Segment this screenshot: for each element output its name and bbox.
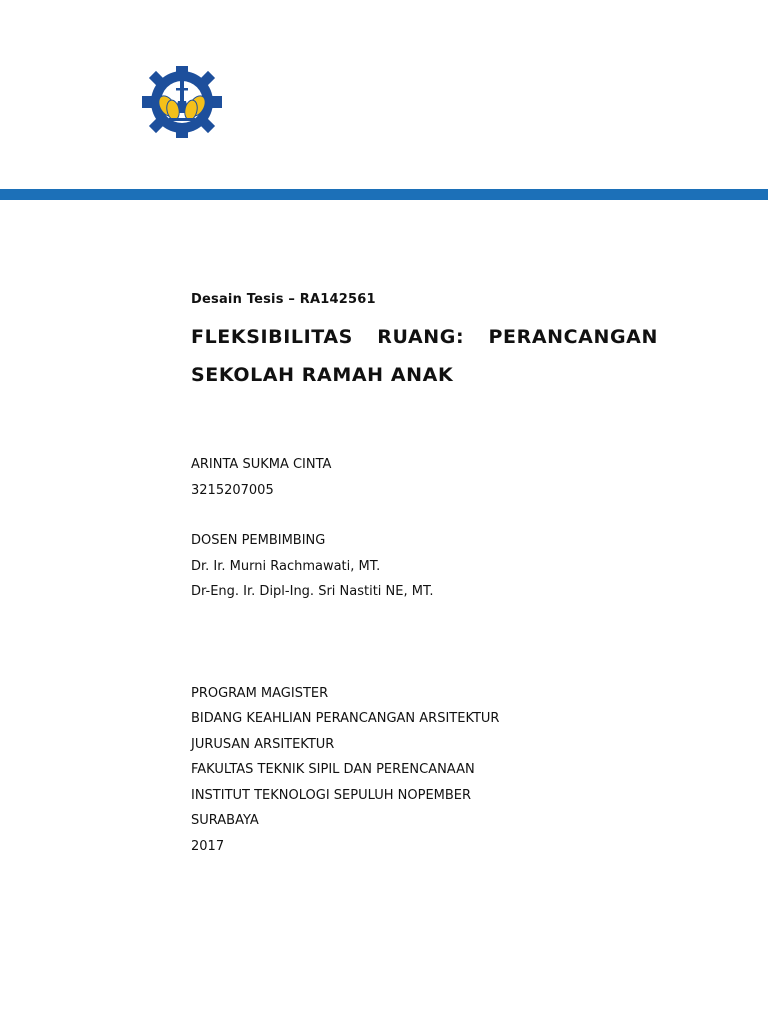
advisor-name: Dr. Ir. Murni Rachmawati, MT. bbox=[191, 558, 381, 574]
its-emblem-icon bbox=[142, 66, 222, 138]
author-name: ARINTA SUKMA CINTA bbox=[191, 457, 332, 472]
institute-line: INSTITUT TEKNOLOGI SEPULUH NOPEMBER bbox=[191, 787, 472, 803]
year-line: 2017 bbox=[191, 838, 225, 854]
thesis-title-line-2: SEKOLAH RAMAH ANAK bbox=[191, 364, 454, 386]
specialization-line: BIDANG KEAHLIAN PERANCANGAN ARSITEKTUR bbox=[191, 711, 500, 726]
advisor-heading: DOSEN PEMBIMBING bbox=[191, 533, 326, 548]
advisor-name: Dr-Eng. Ir. Dipl-Ing. Sri Nastiti NE, MT. bbox=[191, 584, 434, 599]
author-block bbox=[191, 452, 658, 503]
program-line: PROGRAM MAGISTER bbox=[191, 685, 329, 701]
title-word: FLEKSIBILITAS bbox=[191, 326, 353, 348]
faculty-line: FAKULTAS TEKNIK SIPIL DAN PERENCANAAN bbox=[191, 762, 475, 777]
title-word: PERANCANGAN bbox=[488, 326, 658, 348]
header-rule bbox=[0, 189, 768, 200]
city-line: SURABAYA bbox=[191, 813, 259, 828]
document-type-label: Desain Tesis – RA142561 bbox=[191, 292, 376, 307]
student-id: 3215207005 bbox=[191, 482, 274, 498]
institution-block bbox=[191, 681, 658, 860]
cover-content bbox=[191, 290, 658, 859]
department-line: JURUSAN ARSITEKTUR bbox=[191, 736, 335, 752]
title-word: RUANG: bbox=[377, 326, 465, 348]
thesis-title bbox=[191, 318, 658, 394]
advisor-block bbox=[191, 528, 658, 605]
its-logo bbox=[142, 66, 222, 138]
thesis-title-line-1 bbox=[191, 318, 658, 356]
